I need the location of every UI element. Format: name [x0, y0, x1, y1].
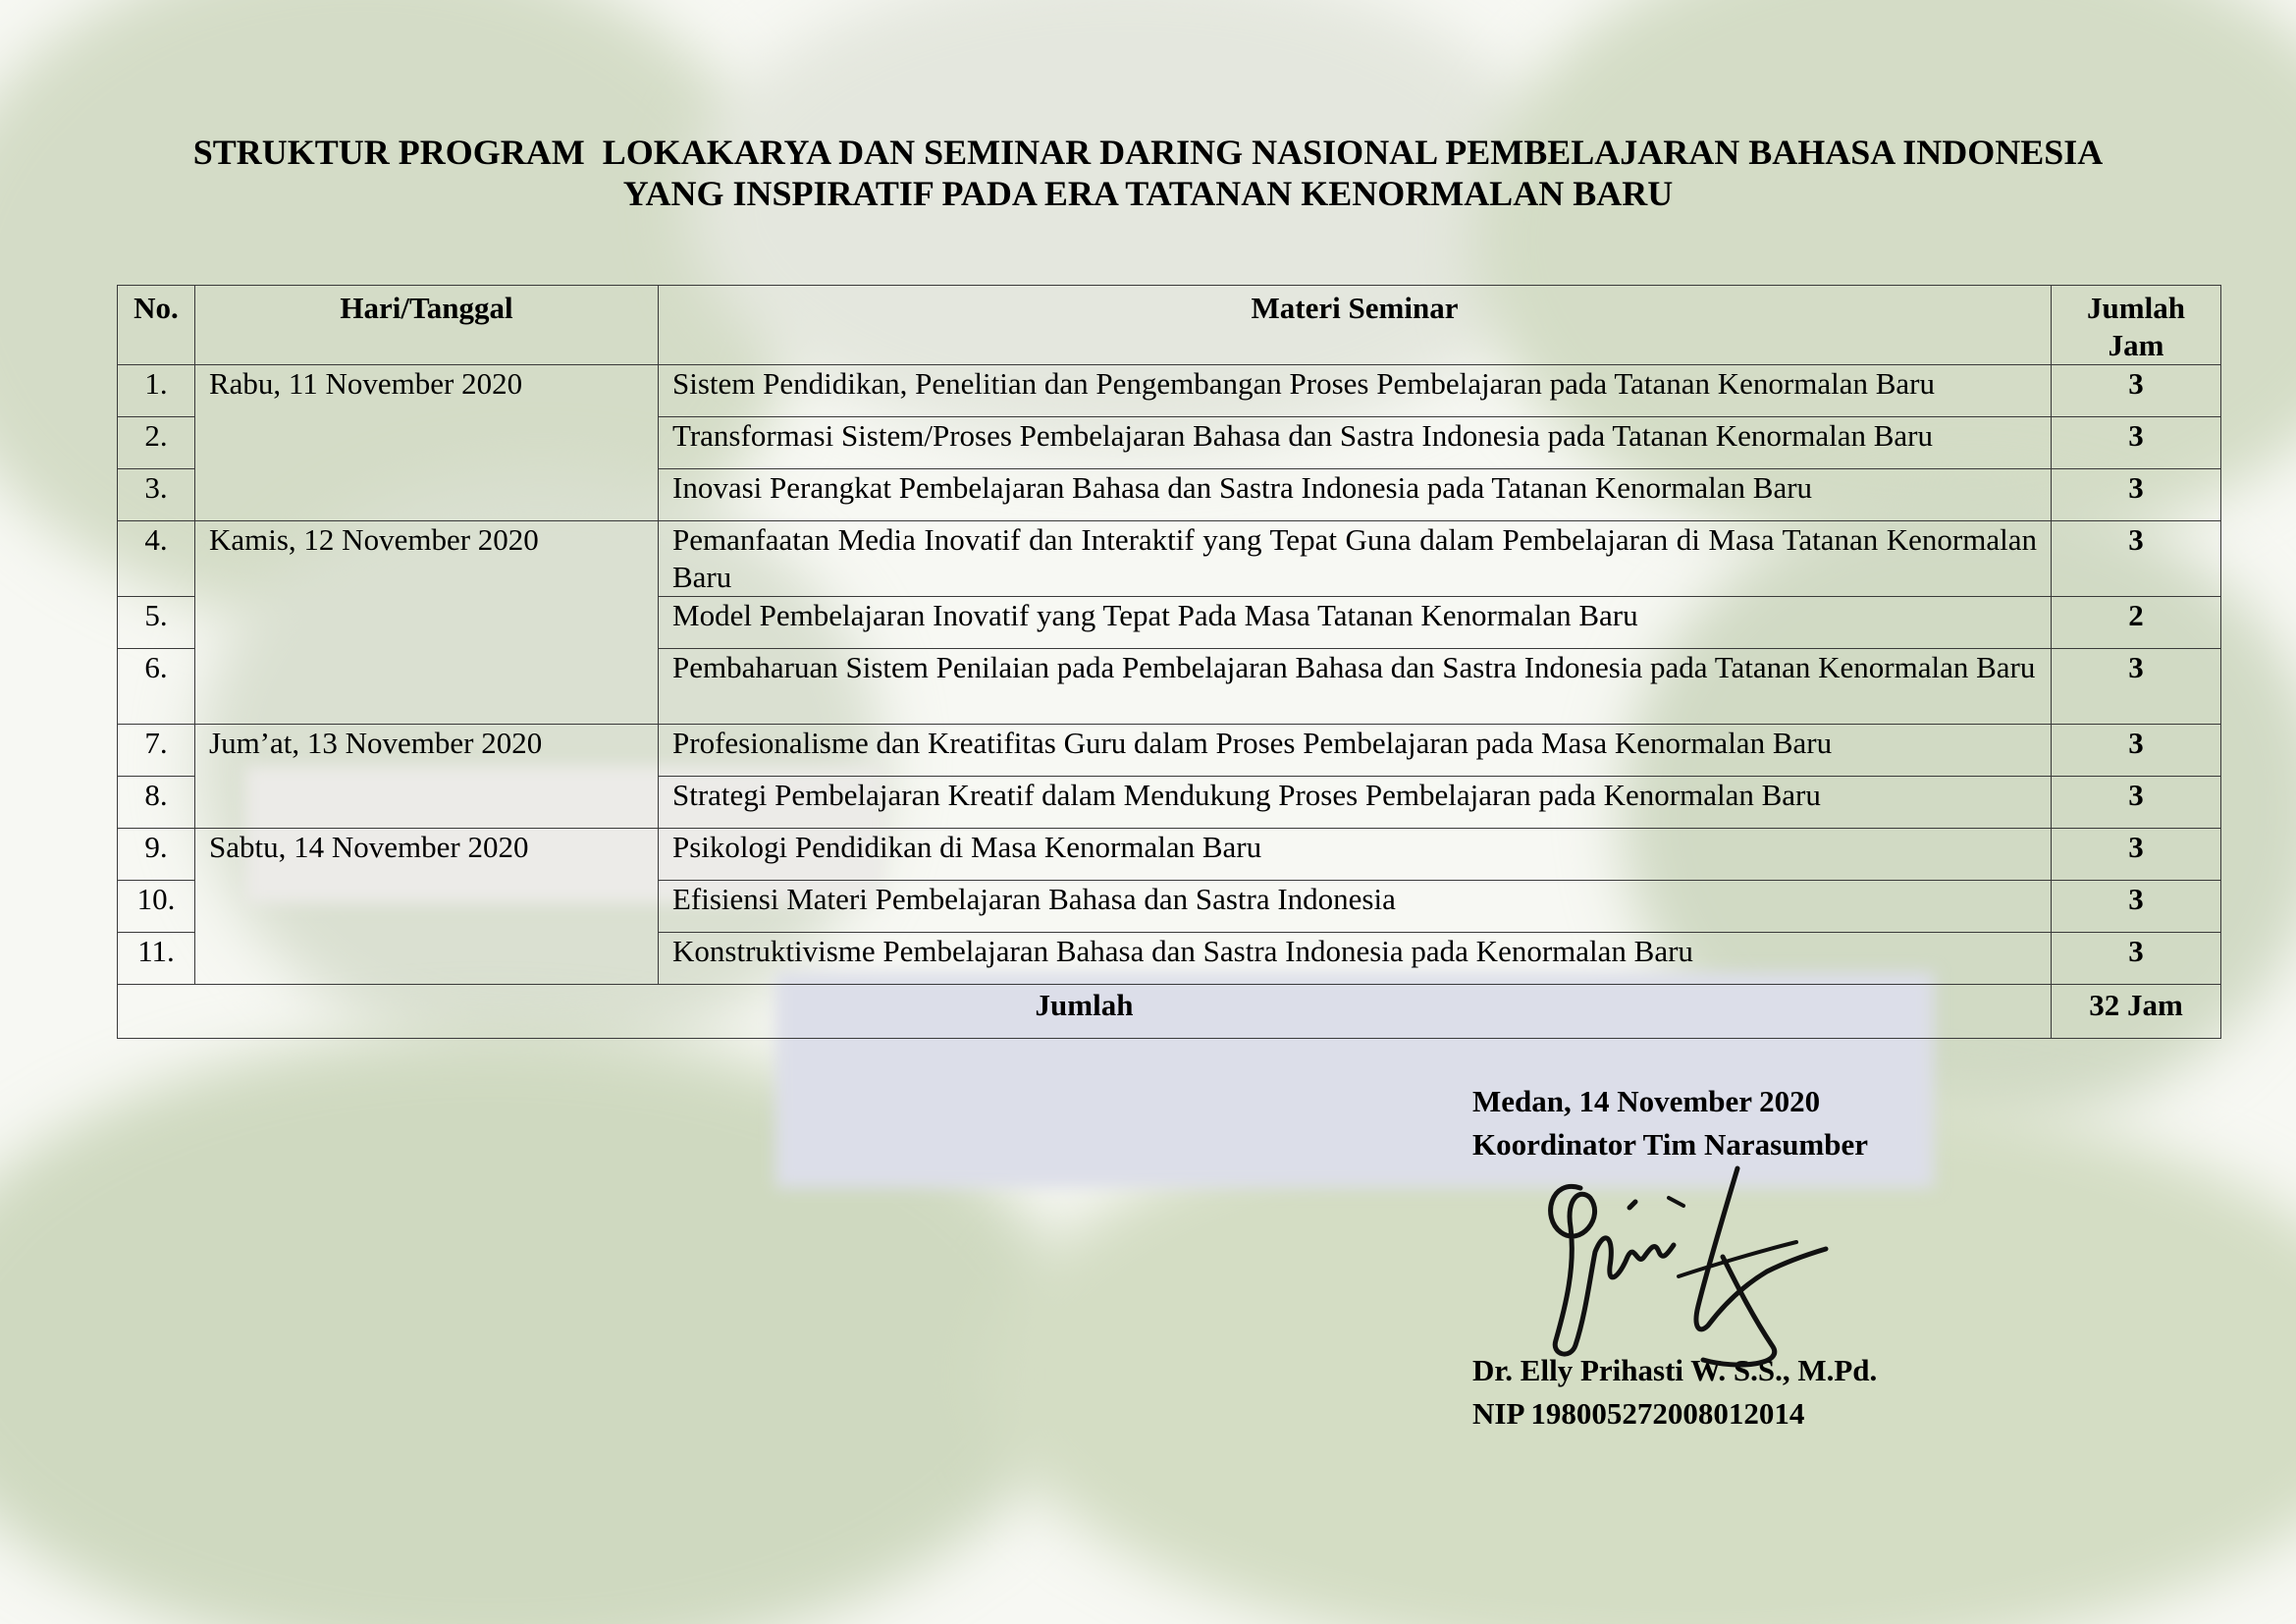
hours-cell: 3 [2052, 725, 2221, 777]
materi-cell: Model Pembelajaran Inovatif yang Tepat Pada Masa Tatanan Kenormalan Baru [659, 597, 2052, 649]
hours-cell: 3 [2052, 829, 2221, 881]
hours-cell: 2 [2052, 597, 2221, 649]
row-number: 4. [118, 521, 195, 597]
column-header-day: Hari/Tanggal [195, 286, 659, 365]
hours-cell: 3 [2052, 881, 2221, 933]
signer-role: Koordinator Tim Narasumber [1472, 1127, 1869, 1162]
materi-cell: Strategi Pembelajaran Kreatif dalam Mendukung Proses Pembelajaran pada Kenormalan Baru [659, 777, 2052, 829]
signer-nip: NIP 198005272008012014 [1472, 1396, 1805, 1431]
row-number: 9. [118, 829, 195, 881]
table-header-row [118, 286, 2221, 365]
column-header-jam: Jumlah Jam [2052, 286, 2221, 365]
hours-cell: 3 [2052, 777, 2221, 829]
program-schedule-table [117, 285, 2221, 1039]
materi-cell: Pemanfaatan Media Inovatif dan Interaktif yang Tepat Guna dalam Pembelajaran di Masa Tatanan Kenormalan Baru [659, 521, 2052, 597]
hours-cell: 3 [2052, 649, 2221, 725]
materi-cell: Efisiensi Materi Pembelajaran Bahasa dan Sastra Indonesia [659, 881, 2052, 933]
hours-cell: 3 [2052, 469, 2221, 521]
materi-cell: Psikologi Pendidikan di Masa Kenormalan Baru [659, 829, 2052, 881]
row-number: 11. [118, 933, 195, 985]
row-number: 1. [118, 365, 195, 417]
materi-cell: Sistem Pendidikan, Penelitian dan Pengembangan Proses Pembelajaran pada Tatanan Kenormalan Baru [659, 365, 2052, 417]
day-cell: Kamis, 12 November 2020 [195, 521, 659, 725]
total-value: 32 Jam [2052, 985, 2221, 1039]
row-number: 10. [118, 881, 195, 933]
document-title [59, 132, 2237, 214]
row-number: 5. [118, 597, 195, 649]
row-number: 7. [118, 725, 195, 777]
hours-cell: 3 [2052, 933, 2221, 985]
place-date: Medan, 14 November 2020 [1472, 1084, 1821, 1118]
table-row [118, 521, 2221, 597]
hours-cell: 3 [2052, 521, 2221, 597]
hours-cell: 3 [2052, 365, 2221, 417]
handwritten-signature [1512, 1159, 1836, 1380]
table-row [118, 365, 2221, 417]
day-cell: Jum’at, 13 November 2020 [195, 725, 659, 829]
materi-cell: Inovasi Perangkat Pembelajaran Bahasa dan Sastra Indonesia pada Tatanan Kenormalan Baru [659, 469, 2052, 521]
hours-cell: 3 [2052, 417, 2221, 469]
row-number: 6. [118, 649, 195, 725]
title-line-1: STRUKTUR PROGRAM LOKAKARYA DAN SEMINAR DARING NASIONAL PEMBELAJARAN BAHASA INDONESIA [192, 133, 2104, 172]
total-label: Jumlah [118, 985, 2052, 1039]
table-row [118, 829, 2221, 881]
row-number: 2. [118, 417, 195, 469]
row-number: 8. [118, 777, 195, 829]
row-number: 3. [118, 469, 195, 521]
column-header-no: No. [118, 286, 195, 365]
title-line-2: YANG INSPIRATIF PADA ERA TATANAN KENORMALAN BARU [622, 174, 1674, 213]
signer-name: Dr. Elly Prihasti W. S.S., M.Pd. [1472, 1353, 1878, 1387]
table-row [118, 725, 2221, 777]
day-cell: Rabu, 11 November 2020 [195, 365, 659, 521]
total-row [118, 985, 2221, 1039]
column-header-materi: Materi Seminar [659, 286, 2052, 365]
materi-cell: Konstruktivisme Pembelajaran Bahasa dan Sastra Indonesia pada Kenormalan Baru [659, 933, 2052, 985]
materi-cell: Profesionalisme dan Kreatifitas Guru dalam Proses Pembelajaran pada Masa Kenormalan Baru [659, 725, 2052, 777]
materi-cell: Pembaharuan Sistem Penilaian pada Pembelajaran Bahasa dan Sastra Indonesia pada Tatanan Kenormalan Baru [659, 649, 2052, 725]
materi-cell: Transformasi Sistem/Proses Pembelajaran Bahasa dan Sastra Indonesia pada Tatanan Kenormalan Baru [659, 417, 2052, 469]
day-cell: Sabtu, 14 November 2020 [195, 829, 659, 985]
